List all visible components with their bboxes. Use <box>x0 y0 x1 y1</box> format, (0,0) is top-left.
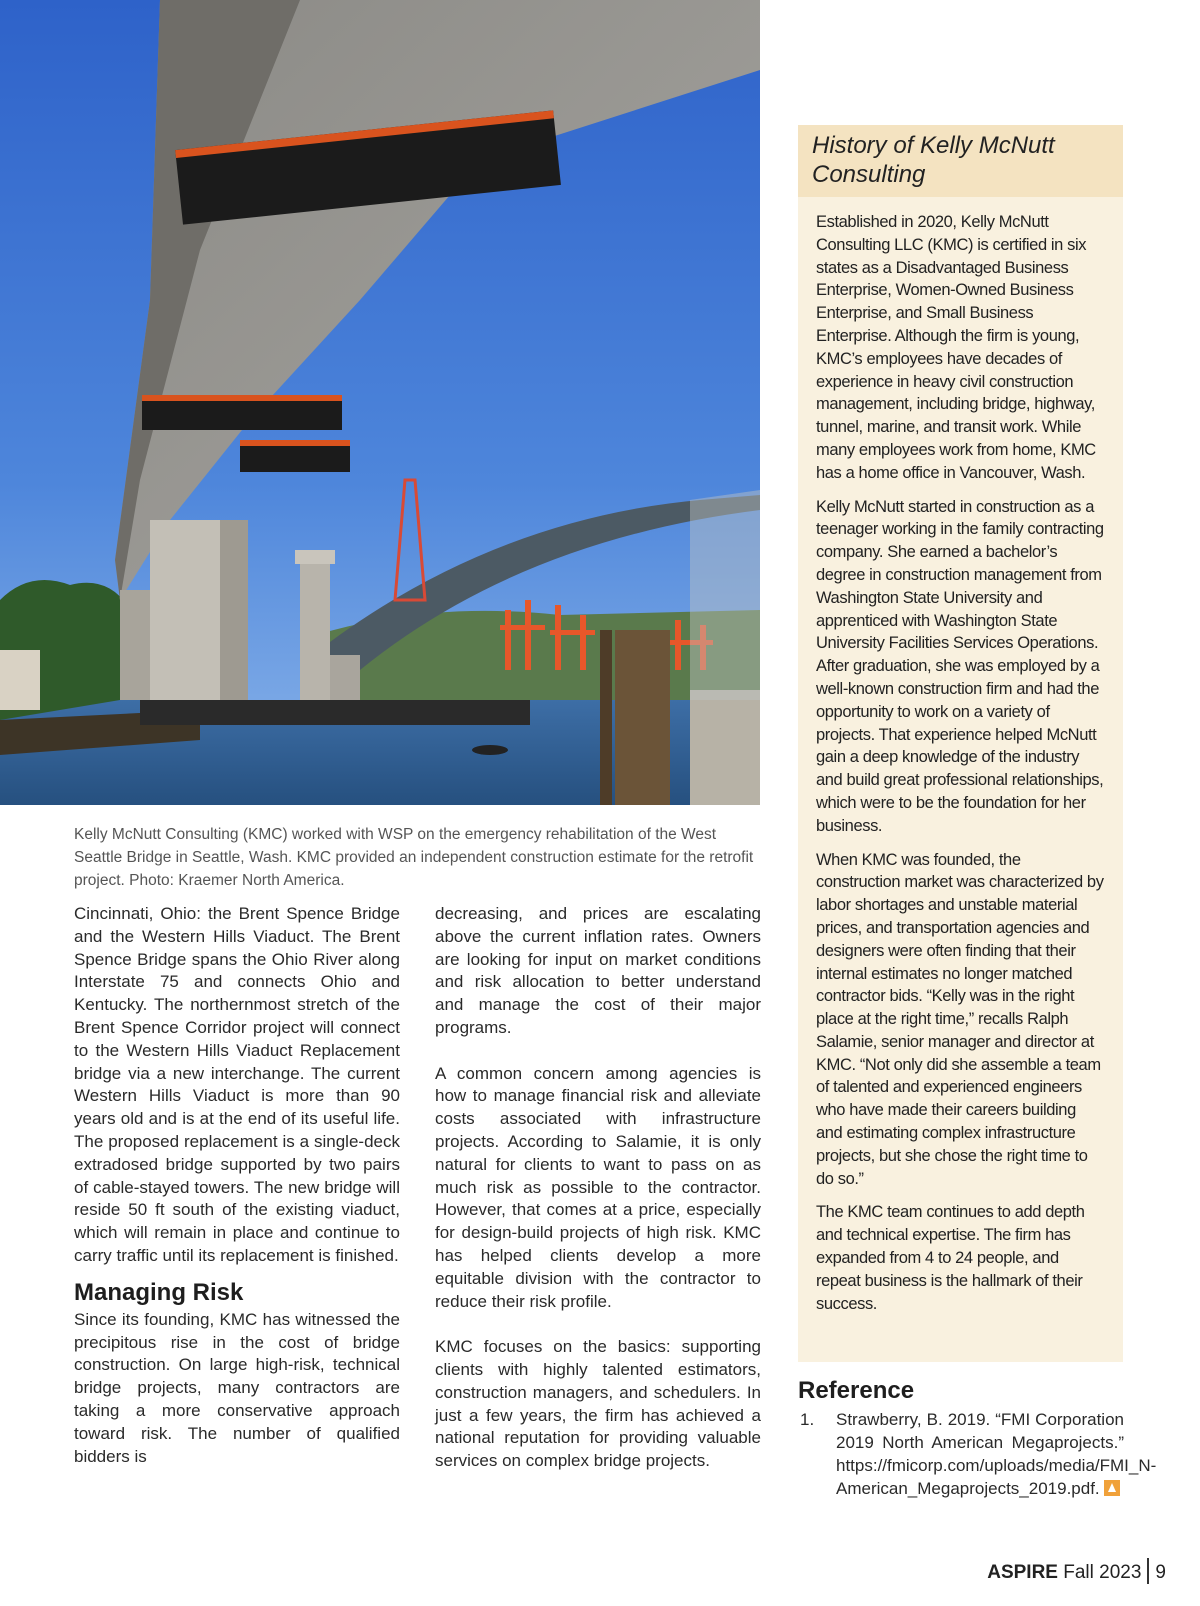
sidebar-paragraph: The KMC team continues to add depth and technical expertise. The firm has expanded from 4 to 24 people, and repeat business is the hallmark of their success. <box>816 1203 1085 1313</box>
page-footer <box>987 1558 1166 1584</box>
magazine-name: ASPIRE <box>987 1562 1058 1583</box>
aspire-end-icon <box>1104 1480 1120 1496</box>
column2-paragraph-1: decreasing, and prices are escalating above the current inflation rates. Owners are looking for input on market conditions and risk allocation to better understand and manage the cost of their major programs. <box>435 904 761 1037</box>
issue-label: Fall 2023 <box>1063 1562 1142 1583</box>
column1-paragraph-2: Since its founding, KMC has witnessed the precipitous rise in the cost of bridge construction. On large high-risk, technical bridge projects, many contractors are taking a more conservative approach toward risk. The number of qualified bidders is <box>74 1309 400 1466</box>
section-heading-managing-risk: Managing Risk <box>74 1278 244 1306</box>
history-sidebar <box>798 125 1123 1362</box>
column2-paragraph-2: A common concern among agencies is how to manage financial risk and alleviate costs associated with infrastructure projects. According to Salamie, it is only natural for clients to want to pass on as much risk as possible to the contractor. However, that comes at a price, especially for design-build projects of high risk. KMC has helped clients develop a more equitable division with the contractor to reduce their risk profile. <box>435 1063 761 1311</box>
column2-paragraph-3: KMC focuses on the basics: supporting clients with highly talented estimators, construction managers, and schedulers. In just a few years, the firm has achieved a national reputation for providing valuable services on complex bridge projects. <box>435 1337 761 1471</box>
sidebar-title: History of Kelly McNutt Consulting <box>798 125 1123 197</box>
footer-divider <box>1147 1558 1149 1584</box>
column1-paragraph-1: Cincinnati, Ohio: the Brent Spence Bridge and the Western Hills Viaduct. The Brent Spence Bridge spans the Ohio River along Interstate 75 and connects Ohio and Kentucky. The northernmost stretch of the Brent Spence Corridor project will connect to the Western Hills Viaduct Replacement bridge via a new interchange. The current Western Hills Viaduct is more than 90 years old and is at the end of its useful life. The proposed replacement is a single-deck extradosed bridge supported by two pairs of cable-stayed towers. The new bridge will reside 50 ft south of the existing viaduct, which will remain in place and continue to carry traffic until its replacement is finished. <box>74 904 400 1265</box>
reference-list <box>798 1408 1157 1500</box>
bridge-photo <box>0 0 760 805</box>
sidebar-paragraph: When KMC was founded, the construction market was characterized by labor shortages and unstable material prices, and transportation agencies and designers were often finding that their internal estimates no longer matched contractor bids. “Kelly was in the right place at the right time,” recalls Ralph Salamie, senior manager and director at KMC. “Not only did she assemble a team of talented and experienced engineers who have made their careers building and estimating complex infrastructure projects, but she chose the right time to do so.” <box>816 850 1104 1188</box>
sidebar-paragraph: Kelly McNutt started in construction as a teenager working in the family contracting company. She earned a bachelor’s degree in construction management from Washington State University and apprenticed with Washington State University Facilities Services Operations. After graduation, she was employed by a well-known construction firm and had the opportunity to work on a variety of projects. That experience helped McNutt gain a deep knowledge of the industry and build great professional relationships, which were to be the foundation for her business. <box>816 497 1104 835</box>
body-column-2 <box>435 903 761 1473</box>
page-number: 9 <box>1155 1562 1166 1583</box>
photo-caption: Kelly McNutt Consulting (KMC) worked with WSP on the emergency rehabilitation of the West Seattle Bridge in Seattle, Wash. KMC provided an independent construction estimate for the retrofit project. Photo: Kraemer North America. <box>74 826 754 889</box>
reference-heading: Reference <box>798 1377 915 1404</box>
reference-text: Strawberry, B. 2019. “FMI Corporation 2019 North American Megaprojects.” https://fmicorp.com/uploads/media/FMI_N-American_Megaprojects_2019.pdf. <box>836 1410 1157 1498</box>
reference-number: 1. <box>800 1410 815 1429</box>
body-column-1 <box>74 903 400 1468</box>
reference-item <box>836 1408 1157 1500</box>
sidebar-body <box>798 197 1123 1315</box>
sidebar-paragraph: Established in 2020, Kelly McNutt Consulting LLC (KMC) is certified in six states as a Disadvantaged Business Enterprise, Women-Owned Business Enterprise, and Small Business Enterprise. Although the firm is young, KMC’s employees have decades of experience in heavy civil construction management, including bridge, highway, tunnel, marine, and transit work. While many employees work from home, KMC has a home office in Vancouver, Wash. <box>816 213 1096 482</box>
